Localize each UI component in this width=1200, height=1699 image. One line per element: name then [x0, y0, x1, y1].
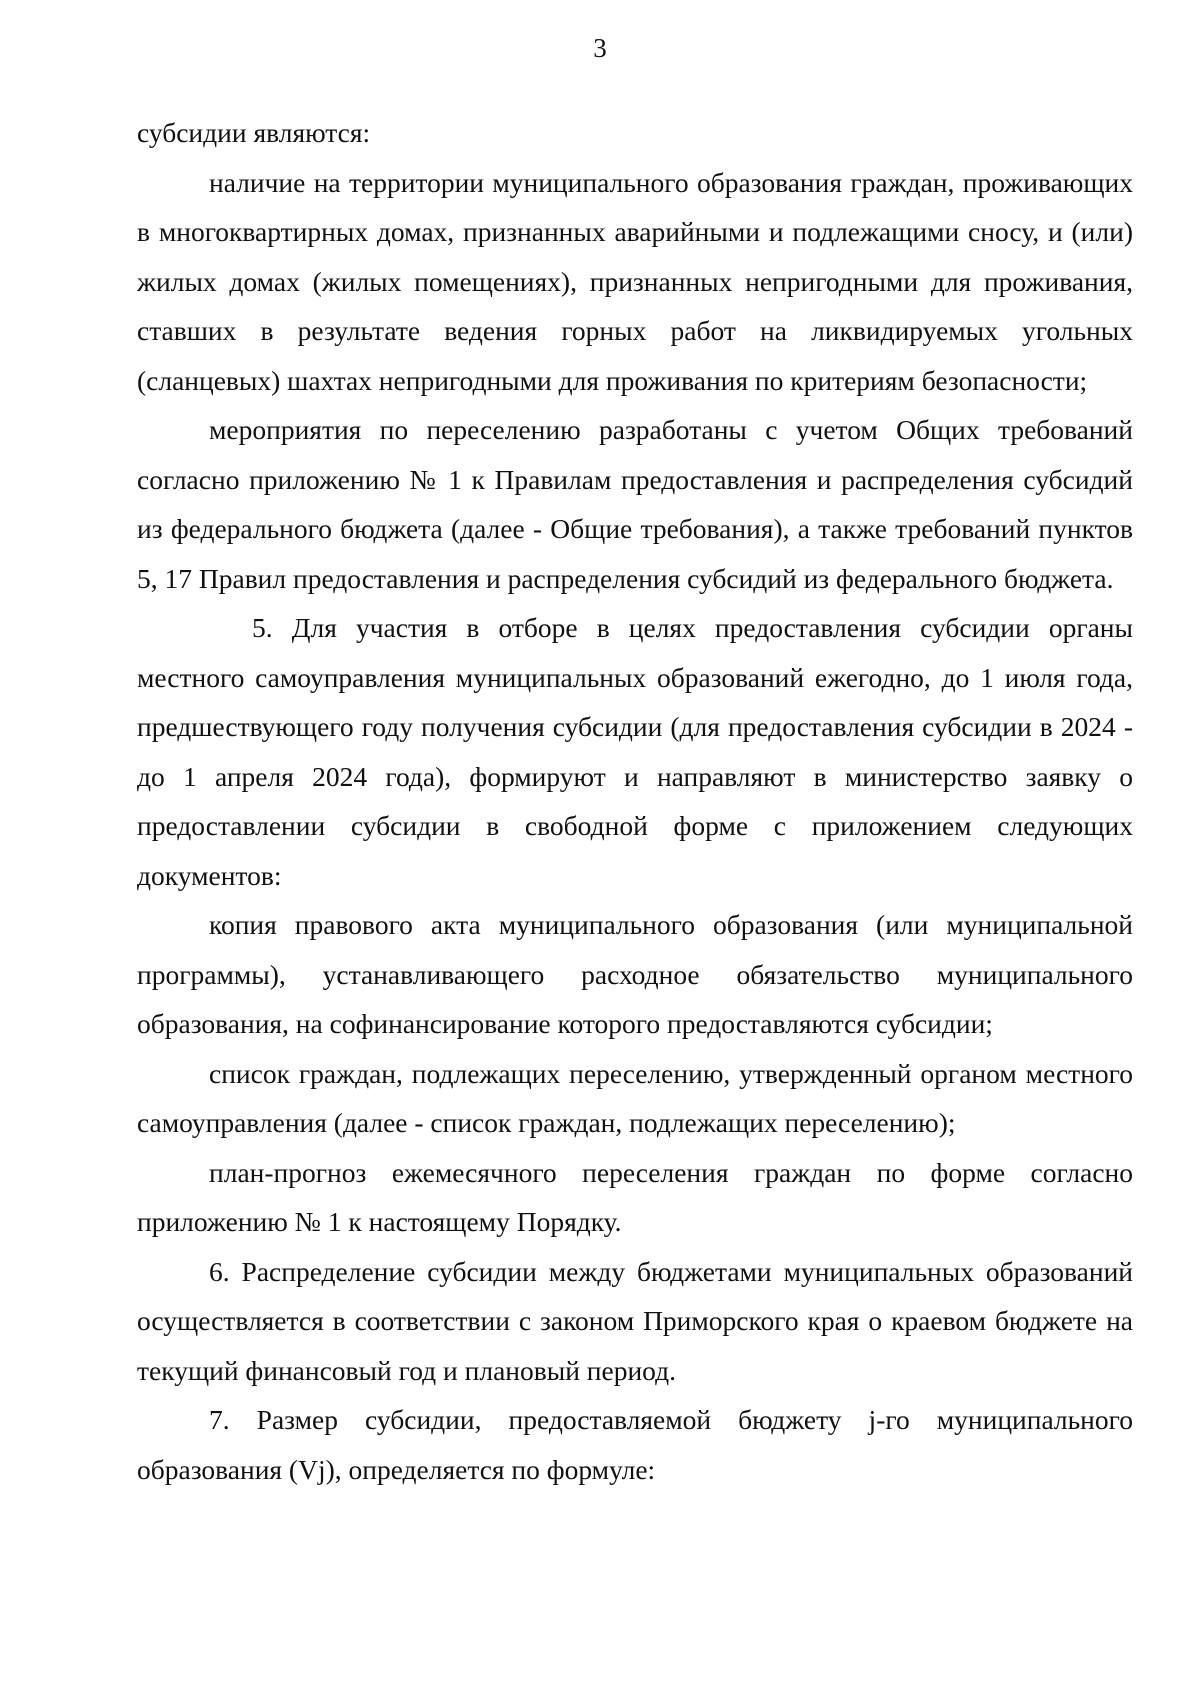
paragraph-item-5-application: 5. Для участия в отборе в целях предоставления субсидии органы местного самоуправления муниципальных образований ежегодно, до 1 июля года, предшествующего году получения субсидии (для предоставления субсидии в 2024 - до 1 апреля 2024 года), формируют и направляют в министерство заявку о предоставлении субсидии в свободной форме с приложением следующих документов: [137, 612, 1133, 891]
paragraph-item-6-distribution: 6. Распределение субсидии между бюджетами муниципальных образований осуществляется в соответствии с законом Приморского края о краевом бюджете на текущий финансовый год и плановый период. [137, 1255, 1133, 1386]
document-body [137, 108, 1133, 1494]
paragraph-legal-act-copy: копия правового акта муниципального образования (или муниципальной программы), устанавливающего расходное обязательство муниципального образования, на софинансирование которого предоставляются субсидии; [137, 909, 1133, 1039]
page-number: 3 [593, 33, 607, 63]
paragraph-resettlement-measures: мероприятия по переселению разработаны с учетом Общих требований согласно приложению № 1 к Правилам предоставления и распределения субсидий из федерального бюджета (далее - Общие требования), а также требований пунктов 5, 17 Правил предоставления и распределения субсидий из федерального бюджета. [137, 414, 1133, 594]
paragraph-item-7-subsidy-size: 7. Размер субсидии, предоставляемой бюджету j-го муниципального образования (Vj), определяется по формуле: [137, 1404, 1133, 1485]
paragraph-citizens-in-emergency-housing: наличие на территории муниципального образования граждан, проживающих в многоквартирных домах, признанных аварийными и подлежащими сносу, и (или) жилых домах (жилых помещениях), признанных непригодными для проживания, ставших в результате ведения горных работ на ликвидируемых угольных (сланцевых) шахтах непригодными для проживания по критериям безопасности; [137, 166, 1133, 396]
paragraph-resettlement-plan: план-прогноз ежемесячного переселения граждан по форме согласно приложению № 1 к настоящему Порядку. [137, 1156, 1133, 1237]
paragraph-citizens-list: список граждан, подлежащих переселению, утвержденный органом местного самоуправления (далее - список граждан, подлежащих переселению); [137, 1057, 1133, 1138]
paragraph-subsidy-conditions-continuation: субсидии являются: [137, 117, 371, 148]
